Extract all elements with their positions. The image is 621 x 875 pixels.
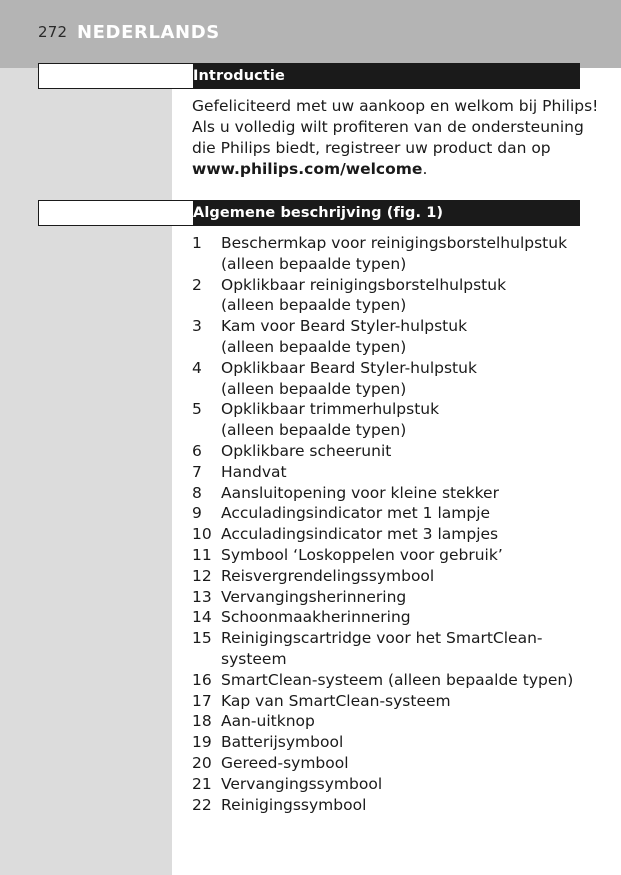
item-text: Acculadingsindicator met 3 lampjes	[221, 525, 499, 544]
item-text: Kam voor Beard Styler-hulpstuk	[221, 317, 468, 336]
list-item	[192, 795, 602, 816]
item-text: Opklikbare scheerunit	[221, 441, 392, 460]
list-item	[192, 587, 602, 608]
item-number: 17	[192, 691, 212, 710]
list-item	[192, 462, 602, 483]
item-number: 8	[192, 483, 202, 502]
welcome-url[interactable]: www.philips.com/welcome	[192, 160, 423, 178]
list-item	[192, 607, 602, 628]
item-text: Vervangingssymbool	[221, 774, 383, 793]
intro-url-line	[192, 159, 592, 180]
item-number: 4	[192, 358, 202, 377]
item-text: Opklikbaar Beard Styler-hulpstuk	[221, 358, 477, 377]
list-item	[192, 503, 602, 524]
list-item	[192, 441, 602, 462]
item-text: Aansluitopening voor kleine stekker	[221, 483, 499, 502]
list-item	[192, 524, 602, 545]
intro-paragraph	[192, 96, 599, 180]
item-number: 22	[192, 795, 212, 814]
list-item	[192, 316, 602, 358]
list-item	[192, 566, 602, 587]
intro-line: die Philips biedt, registreer uw product dan op	[192, 139, 551, 157]
item-number: 10	[192, 525, 212, 544]
list-item	[192, 628, 602, 670]
list-item	[192, 545, 602, 566]
page-number: 272	[38, 23, 68, 41]
item-text: Reisvergrendelingssymbool	[221, 566, 435, 585]
list-item	[192, 483, 602, 504]
item-text: Aan-uitknop	[221, 712, 315, 731]
item-text: Batterijsymbool	[221, 733, 344, 752]
item-text-continuation: (alleen bepaalde typen)	[221, 254, 407, 273]
item-number: 7	[192, 462, 202, 481]
item-text: Vervangingsherinnering	[221, 587, 407, 606]
item-number: 21	[192, 774, 212, 793]
item-text-continuation: (alleen bepaalde typen)	[221, 296, 407, 315]
item-text: Opklikbaar trimmerhulpstuk	[221, 400, 440, 419]
item-number: 12	[192, 566, 212, 585]
intro-line: Als u volledig wilt profiteren van de ondersteuning	[192, 118, 584, 136]
language-heading: NEDERLANDS	[77, 22, 220, 43]
item-text: Reinigingscartridge voor het SmartClean-	[221, 629, 543, 648]
section-title-beschrijving: Algemene beschrijving (fig. 1)	[193, 205, 444, 221]
item-number: 18	[192, 712, 212, 731]
section-title-introductie: Introductie	[193, 68, 285, 84]
left-margin-column	[0, 68, 172, 875]
list-item	[192, 275, 602, 317]
item-number: 14	[192, 608, 212, 627]
item-number: 20	[192, 753, 212, 772]
list-item	[192, 711, 602, 732]
list-item	[192, 670, 602, 691]
item-number: 13	[192, 587, 212, 606]
item-text-continuation: (alleen bepaalde typen)	[221, 379, 407, 398]
section-bar-beschrijving	[38, 200, 580, 226]
item-number: 19	[192, 733, 212, 752]
item-number: 2	[192, 275, 202, 294]
parts-list	[192, 233, 602, 815]
item-text: Handvat	[221, 462, 287, 481]
item-number: 15	[192, 629, 212, 648]
list-item	[192, 732, 602, 753]
item-text-continuation: (alleen bepaalde typen)	[221, 421, 407, 440]
item-text: Kap van SmartClean-systeem	[221, 691, 451, 710]
item-number: 11	[192, 545, 212, 564]
item-text: SmartClean-systeem (alleen bepaalde typen)	[221, 670, 574, 689]
item-number: 9	[192, 504, 202, 523]
list-item	[192, 691, 602, 712]
item-number: 16	[192, 670, 212, 689]
section-bar-introductie	[38, 63, 580, 89]
item-number: 3	[192, 317, 202, 336]
item-number: 5	[192, 400, 202, 419]
item-text: Schoonmaakherinnering	[221, 608, 411, 627]
item-text: Reinigingssymbool	[221, 795, 367, 814]
intro-line: Gefeliciteerd met uw aankoop en welkom bij Philips!	[192, 97, 599, 115]
item-text: Symbool ‘Loskoppelen voor gebruik’	[221, 545, 503, 564]
item-number: 1	[192, 234, 202, 252]
list-item	[192, 399, 602, 441]
list-item	[192, 233, 602, 275]
list-item	[192, 358, 602, 400]
list-item	[192, 753, 602, 774]
item-text: Gereed-symbool	[221, 753, 349, 772]
list-item	[192, 774, 602, 795]
url-suffix: .	[422, 160, 428, 178]
item-text-continuation: (alleen bepaalde typen)	[221, 337, 407, 356]
item-text: Acculadingsindicator met 1 lampje	[221, 504, 491, 523]
item-text-continuation: systeem	[221, 649, 287, 668]
item-text: Beschermkap voor reinigingsborstelhulpstuk	[221, 234, 568, 252]
item-number: 6	[192, 441, 202, 460]
item-text: Opklikbaar reinigingsborstelhulpstuk	[221, 275, 507, 294]
